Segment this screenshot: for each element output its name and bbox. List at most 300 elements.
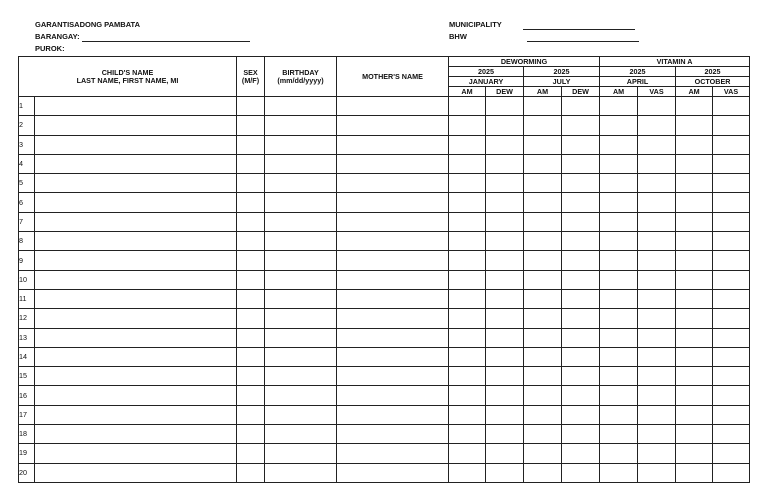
mother-name-cell[interactable] [337, 328, 449, 347]
deworming-jul-am-cell[interactable] [524, 367, 562, 386]
vitamin-a-oct-vas-cell[interactable] [713, 97, 750, 116]
vitamin-a-apr-am-cell[interactable] [600, 232, 638, 251]
sex-cell[interactable] [237, 425, 265, 444]
vitamin-a-apr-vas-cell[interactable] [638, 425, 676, 444]
vitamin-a-apr-am-cell[interactable] [600, 174, 638, 193]
deworming-jan-dew-cell[interactable] [486, 135, 524, 154]
deworming-jul-am-cell[interactable] [524, 154, 562, 173]
vitamin-a-oct-am-cell[interactable] [676, 347, 713, 366]
table-row [19, 193, 750, 212]
deworming-jul-dew-cell[interactable] [562, 116, 600, 135]
table-body [19, 97, 750, 483]
row-number: 17 [19, 405, 35, 424]
deworming-jul-dew-cell[interactable] [562, 425, 600, 444]
vitamin-a-oct-vas-cell[interactable] [713, 116, 750, 135]
deworming-jul-dew-cell[interactable] [562, 232, 600, 251]
row-number: 16 [19, 386, 35, 405]
table-row [19, 270, 750, 289]
deworming-jul-am-cell[interactable] [524, 116, 562, 135]
vitamin-a-oct-am-cell[interactable] [676, 289, 713, 308]
vitamin-a-oct-am-cell[interactable] [676, 463, 713, 482]
child-name-cell[interactable] [35, 463, 237, 482]
child-name-cell[interactable] [35, 193, 237, 212]
vitamin-a-month-april: APRIL [600, 77, 676, 87]
deworming-jul-dew-cell[interactable] [562, 193, 600, 212]
birthday-cell[interactable] [265, 309, 337, 328]
vitamin-a-apr-am-cell[interactable] [600, 425, 638, 444]
birthday-cell[interactable] [265, 135, 337, 154]
deworming-jan-am-cell[interactable] [449, 367, 486, 386]
deworming-jul-am-cell[interactable] [524, 251, 562, 270]
deworming-jul-dew-cell[interactable] [562, 347, 600, 366]
birthday-cell[interactable] [265, 174, 337, 193]
vitamin-a-apr-am-cell[interactable] [600, 405, 638, 424]
deworming-jul-am-cell[interactable] [524, 386, 562, 405]
vitamin-a-oct-am-cell[interactable] [676, 97, 713, 116]
row-number: 19 [19, 444, 35, 463]
row-number: 6 [19, 193, 35, 212]
sex-cell[interactable] [237, 289, 265, 308]
table-row [19, 135, 750, 154]
deworming-jan-dew-cell[interactable] [486, 193, 524, 212]
mother-name-cell[interactable] [337, 444, 449, 463]
deworming-jul-dew-cell[interactable] [562, 386, 600, 405]
birthday-cell[interactable] [265, 328, 337, 347]
row-number: 18 [19, 425, 35, 444]
child-name-cell[interactable] [35, 444, 237, 463]
deworming-jan-am-cell[interactable] [449, 425, 486, 444]
child-name-cell[interactable] [35, 116, 237, 135]
deworming-jan-am-cell[interactable] [449, 212, 486, 231]
subheader-dew: DEW [486, 87, 524, 97]
birthday-cell[interactable] [265, 386, 337, 405]
birthday-header: BIRTHDAY (mm/dd/yyyy) [265, 57, 337, 97]
bhw-field [449, 32, 639, 42]
child-name-cell[interactable] [35, 347, 237, 366]
child-name-cell[interactable] [35, 97, 237, 116]
mother-name-cell[interactable] [337, 193, 449, 212]
row-number: 10 [19, 270, 35, 289]
vitamin-a-apr-vas-cell[interactable] [638, 154, 676, 173]
birthday-cell[interactable] [265, 154, 337, 173]
child-name-cell[interactable] [35, 232, 237, 251]
sex-cell[interactable] [237, 174, 265, 193]
sex-cell[interactable] [237, 232, 265, 251]
vitamin-a-oct-vas-cell[interactable] [713, 174, 750, 193]
mother-name-cell[interactable] [337, 405, 449, 424]
deworming-jan-dew-cell[interactable] [486, 212, 524, 231]
deworming-jan-am-cell[interactable] [449, 444, 486, 463]
vitamin-a-apr-am-cell[interactable] [600, 386, 638, 405]
vitamin-a-apr-am-cell[interactable] [600, 309, 638, 328]
deworming-jul-am-cell[interactable] [524, 328, 562, 347]
sex-cell[interactable] [237, 386, 265, 405]
mother-name-cell[interactable] [337, 232, 449, 251]
vitamin-a-year-1: 2025 [600, 67, 676, 77]
table-row [19, 405, 750, 424]
vitamin-a-apr-am-cell[interactable] [600, 328, 638, 347]
subheader-am: AM [676, 87, 713, 97]
deworming-header: DEWORMING [449, 57, 600, 67]
row-number: 5 [19, 174, 35, 193]
sex-cell[interactable] [237, 116, 265, 135]
deworming-jan-dew-cell[interactable] [486, 444, 524, 463]
row-number: 13 [19, 328, 35, 347]
vitamin-a-apr-vas-cell[interactable] [638, 386, 676, 405]
vitamin-a-oct-am-cell[interactable] [676, 328, 713, 347]
vitamin-a-oct-vas-cell[interactable] [713, 212, 750, 231]
deworming-jul-am-cell[interactable] [524, 270, 562, 289]
sex-cell[interactable] [237, 328, 265, 347]
mother-name-cell[interactable] [337, 289, 449, 308]
subheader-am: AM [524, 87, 562, 97]
row-number: 15 [19, 367, 35, 386]
child-name-cell[interactable] [35, 270, 237, 289]
vitamin-a-month-october: OCTOBER [676, 77, 750, 87]
row-number: 11 [19, 289, 35, 308]
deworming-jul-dew-cell[interactable] [562, 463, 600, 482]
vitamin-a-oct-vas-cell[interactable] [713, 135, 750, 154]
deworming-jan-dew-cell[interactable] [486, 328, 524, 347]
child-name-cell[interactable] [35, 328, 237, 347]
sex-cell[interactable] [237, 405, 265, 424]
deworming-jan-am-cell[interactable] [449, 174, 486, 193]
row-number: 12 [19, 309, 35, 328]
vitamin-a-apr-vas-cell[interactable] [638, 193, 676, 212]
deworming-jul-am-cell[interactable] [524, 135, 562, 154]
deworming-jan-dew-cell[interactable] [486, 463, 524, 482]
deworming-jan-am-cell[interactable] [449, 135, 486, 154]
vitamin-a-apr-vas-cell[interactable] [638, 405, 676, 424]
child-name-cell[interactable] [35, 405, 237, 424]
deworming-jul-dew-cell[interactable] [562, 251, 600, 270]
deworming-jan-am-cell[interactable] [449, 97, 486, 116]
vitamin-a-apr-vas-cell[interactable] [638, 232, 676, 251]
deworming-jul-am-cell[interactable] [524, 405, 562, 424]
mother-name-cell[interactable] [337, 116, 449, 135]
deworming-jan-am-cell[interactable] [449, 270, 486, 289]
deworming-jan-am-cell[interactable] [449, 289, 486, 308]
deworming-jan-dew-cell[interactable] [486, 289, 524, 308]
vitamin-a-apr-vas-cell[interactable] [638, 212, 676, 231]
sex-cell[interactable] [237, 251, 265, 270]
birthday-cell[interactable] [265, 444, 337, 463]
vitamin-a-oct-vas-cell[interactable] [713, 270, 750, 289]
row-number: 3 [19, 135, 35, 154]
deworming-jul-am-cell[interactable] [524, 425, 562, 444]
deworming-jan-dew-cell[interactable] [486, 425, 524, 444]
deworming-jul-dew-cell[interactable] [562, 135, 600, 154]
deworming-jan-am-cell[interactable] [449, 347, 486, 366]
vitamin-a-oct-am-cell[interactable] [676, 270, 713, 289]
vitamin-a-oct-vas-cell[interactable] [713, 309, 750, 328]
vitamin-a-apr-vas-cell[interactable] [638, 270, 676, 289]
subheader-dew: DEW [562, 87, 600, 97]
vitamin-a-apr-vas-cell[interactable] [638, 444, 676, 463]
deworming-jan-dew-cell[interactable] [486, 347, 524, 366]
deworming-jan-am-cell[interactable] [449, 309, 486, 328]
vitamin-a-oct-vas-cell[interactable] [713, 232, 750, 251]
vitamin-a-apr-am-cell[interactable] [600, 270, 638, 289]
table-row [19, 251, 750, 270]
sex-cell[interactable] [237, 444, 265, 463]
row-number: 2 [19, 116, 35, 135]
mother-name-cell[interactable] [337, 97, 449, 116]
deworming-jul-dew-cell[interactable] [562, 154, 600, 173]
deworming-jan-dew-cell[interactable] [486, 251, 524, 270]
vitamin-a-oct-am-cell[interactable] [676, 154, 713, 173]
vitamin-a-apr-am-cell[interactable] [600, 251, 638, 270]
mother-name-cell[interactable] [337, 270, 449, 289]
sex-header: SEX (M/F) [237, 57, 265, 97]
vitamin-a-oct-am-cell[interactable] [676, 193, 713, 212]
deworming-jan-dew-cell[interactable] [486, 97, 524, 116]
deworming-jul-dew-cell[interactable] [562, 289, 600, 308]
child-name-cell[interactable] [35, 154, 237, 173]
child-name-cell[interactable] [35, 386, 237, 405]
barangay-field [35, 32, 250, 42]
row-number: 7 [19, 212, 35, 231]
vitamin-a-apr-am-cell[interactable] [600, 289, 638, 308]
vitamin-a-oct-am-cell[interactable] [676, 405, 713, 424]
table-row [19, 386, 750, 405]
deworming-jan-am-cell[interactable] [449, 154, 486, 173]
vitamin-a-apr-vas-cell[interactable] [638, 135, 676, 154]
subheader-vas: VAS [713, 87, 750, 97]
table-row [19, 328, 750, 347]
vitamin-a-apr-am-cell[interactable] [600, 193, 638, 212]
vitamin-a-apr-am-cell[interactable] [600, 347, 638, 366]
vitamin-a-oct-am-cell[interactable] [676, 135, 713, 154]
deworming-jul-am-cell[interactable] [524, 193, 562, 212]
deworming-jul-dew-cell[interactable] [562, 270, 600, 289]
vitamin-a-apr-am-cell[interactable] [600, 212, 638, 231]
birthday-cell[interactable] [265, 405, 337, 424]
vitamin-a-apr-am-cell[interactable] [600, 444, 638, 463]
table-row [19, 289, 750, 308]
subheader-vas: VAS [638, 87, 676, 97]
vitamin-a-apr-vas-cell[interactable] [638, 174, 676, 193]
vitamin-a-apr-vas-cell[interactable] [638, 251, 676, 270]
vitamin-a-oct-vas-cell[interactable] [713, 154, 750, 173]
table-row [19, 212, 750, 231]
birthday-cell[interactable] [265, 116, 337, 135]
birthday-cell[interactable] [265, 97, 337, 116]
child-name-cell[interactable] [35, 289, 237, 308]
child-name-cell[interactable] [35, 212, 237, 231]
sex-cell[interactable] [237, 309, 265, 328]
vitamin-a-oct-vas-cell[interactable] [713, 444, 750, 463]
mother-name-cell[interactable] [337, 251, 449, 270]
table-row [19, 116, 750, 135]
deworming-jan-dew-cell[interactable] [486, 232, 524, 251]
deworming-jan-dew-cell[interactable] [486, 405, 524, 424]
vitamin-a-apr-am-cell[interactable] [600, 154, 638, 173]
mother-name-cell[interactable] [337, 367, 449, 386]
deworming-jan-am-cell[interactable] [449, 116, 486, 135]
deworming-jan-am-cell[interactable] [449, 193, 486, 212]
deworming-jan-dew-cell[interactable] [486, 367, 524, 386]
deworming-jan-dew-cell[interactable] [486, 116, 524, 135]
vitamin-a-oct-am-cell[interactable] [676, 444, 713, 463]
row-number: 8 [19, 232, 35, 251]
vitamin-a-apr-vas-cell[interactable] [638, 289, 676, 308]
vitamin-a-apr-vas-cell[interactable] [638, 463, 676, 482]
mother-name-cell[interactable] [337, 425, 449, 444]
vitamin-a-apr-vas-cell[interactable] [638, 328, 676, 347]
mother-name-cell[interactable] [337, 212, 449, 231]
mother-name-cell[interactable] [337, 174, 449, 193]
deworming-jul-am-cell[interactable] [524, 174, 562, 193]
table-row [19, 347, 750, 366]
child-name-cell[interactable] [35, 251, 237, 270]
deworming-jan-dew-cell[interactable] [486, 309, 524, 328]
vitamin-a-oct-vas-cell[interactable] [713, 251, 750, 270]
bhw-input-line[interactable] [527, 41, 639, 42]
mother-name-cell[interactable] [337, 347, 449, 366]
vitamin-a-apr-am-cell[interactable] [600, 97, 638, 116]
program-title: GARANTISADONG PAMBATA [35, 20, 140, 29]
row-number: 4 [19, 154, 35, 173]
child-name-cell[interactable] [35, 425, 237, 444]
vitamin-a-apr-vas-cell[interactable] [638, 367, 676, 386]
deworming-jan-dew-cell[interactable] [486, 154, 524, 173]
birthday-cell[interactable] [265, 251, 337, 270]
birthday-cell[interactable] [265, 193, 337, 212]
deworming-jul-dew-cell[interactable] [562, 405, 600, 424]
vitamin-a-apr-am-cell[interactable] [600, 135, 638, 154]
vitamin-a-oct-am-cell[interactable] [676, 309, 713, 328]
mother-name-cell[interactable] [337, 309, 449, 328]
table-row [19, 154, 750, 173]
vitamin-a-oct-vas-cell[interactable] [713, 328, 750, 347]
deworming-jan-am-cell[interactable] [449, 251, 486, 270]
deworming-jul-am-cell[interactable] [524, 347, 562, 366]
mother-name-cell[interactable] [337, 135, 449, 154]
child-name-cell[interactable] [35, 135, 237, 154]
deworming-jul-dew-cell[interactable] [562, 97, 600, 116]
table-row [19, 425, 750, 444]
deworming-jan-am-cell[interactable] [449, 386, 486, 405]
deworming-jul-am-cell[interactable] [524, 232, 562, 251]
vitamin-a-oct-vas-cell[interactable] [713, 347, 750, 366]
vitamin-a-oct-am-cell[interactable] [676, 232, 713, 251]
vitamin-a-oct-am-cell[interactable] [676, 251, 713, 270]
vitamin-a-oct-am-cell[interactable] [676, 386, 713, 405]
table-row [19, 232, 750, 251]
vitamin-a-oct-vas-cell[interactable] [713, 425, 750, 444]
bhw-label: BHW [449, 32, 467, 41]
sex-cell[interactable] [237, 367, 265, 386]
deworming-jan-dew-cell[interactable] [486, 386, 524, 405]
barangay-label: BARANGAY: [35, 32, 80, 41]
sex-cell[interactable] [237, 270, 265, 289]
birthday-cell[interactable] [265, 270, 337, 289]
deworming-jul-am-cell[interactable] [524, 309, 562, 328]
vitamin-a-apr-am-cell[interactable] [600, 463, 638, 482]
deworming-jul-dew-cell[interactable] [562, 212, 600, 231]
birthday-cell[interactable] [265, 463, 337, 482]
deworming-jul-am-cell[interactable] [524, 444, 562, 463]
vitamin-a-apr-am-cell[interactable] [600, 367, 638, 386]
birthday-cell[interactable] [265, 212, 337, 231]
sex-cell[interactable] [237, 154, 265, 173]
birthday-cell[interactable] [265, 232, 337, 251]
deworming-jul-dew-cell[interactable] [562, 309, 600, 328]
deworming-jan-dew-cell[interactable] [486, 174, 524, 193]
vitamin-a-oct-vas-cell[interactable] [713, 463, 750, 482]
child-name-cell[interactable] [35, 309, 237, 328]
sex-cell[interactable] [237, 97, 265, 116]
vitamin-a-oct-am-cell[interactable] [676, 367, 713, 386]
municipality-input-line[interactable] [523, 29, 635, 30]
vitamin-a-oct-vas-cell[interactable] [713, 193, 750, 212]
vitamin-a-oct-vas-cell[interactable] [713, 405, 750, 424]
birthday-cell[interactable] [265, 425, 337, 444]
table-row [19, 174, 750, 193]
vitamin-a-apr-vas-cell[interactable] [638, 347, 676, 366]
vitamin-a-oct-am-cell[interactable] [676, 174, 713, 193]
vitamin-a-oct-am-cell[interactable] [676, 116, 713, 135]
table-row [19, 463, 750, 482]
vitamin-a-oct-vas-cell[interactable] [713, 289, 750, 308]
deworming-jul-dew-cell[interactable] [562, 444, 600, 463]
deworming-jul-dew-cell[interactable] [562, 367, 600, 386]
table-row [19, 444, 750, 463]
deworming-jul-am-cell[interactable] [524, 97, 562, 116]
vitamin-a-oct-am-cell[interactable] [676, 425, 713, 444]
child-name-cell[interactable] [35, 174, 237, 193]
birthday-cell[interactable] [265, 347, 337, 366]
deworming-year-1: 2025 [449, 67, 524, 77]
mother-name-cell[interactable] [337, 386, 449, 405]
deworming-jan-am-cell[interactable] [449, 232, 486, 251]
vitamin-a-oct-vas-cell[interactable] [713, 386, 750, 405]
sex-cell[interactable] [237, 212, 265, 231]
deworming-jan-am-cell[interactable] [449, 328, 486, 347]
sex-cell[interactable] [237, 135, 265, 154]
deworming-month-january: JANUARY [449, 77, 524, 87]
birthday-cell[interactable] [265, 289, 337, 308]
deworming-jul-dew-cell[interactable] [562, 174, 600, 193]
subheader-am: AM [449, 87, 486, 97]
deworming-jul-am-cell[interactable] [524, 289, 562, 308]
municipality-field [449, 20, 635, 30]
mother-name-cell[interactable] [337, 154, 449, 173]
barangay-input-line[interactable] [82, 41, 250, 42]
purok-label: PUROK: [35, 44, 65, 53]
vitamin-a-oct-am-cell[interactable] [676, 212, 713, 231]
child-name-cell[interactable] [35, 367, 237, 386]
vitamin-a-oct-vas-cell[interactable] [713, 367, 750, 386]
deworming-jul-dew-cell[interactable] [562, 328, 600, 347]
vitamin-a-apr-vas-cell[interactable] [638, 97, 676, 116]
sex-cell[interactable] [237, 347, 265, 366]
deworming-jan-am-cell[interactable] [449, 463, 486, 482]
deworming-jan-am-cell[interactable] [449, 405, 486, 424]
vitamin-a-apr-am-cell[interactable] [600, 116, 638, 135]
mother-name-cell[interactable] [337, 463, 449, 482]
vitamin-a-apr-vas-cell[interactable] [638, 116, 676, 135]
sex-cell[interactable] [237, 463, 265, 482]
vitamin-a-apr-vas-cell[interactable] [638, 309, 676, 328]
sex-cell[interactable] [237, 193, 265, 212]
deworming-jul-am-cell[interactable] [524, 212, 562, 231]
deworming-jan-dew-cell[interactable] [486, 270, 524, 289]
deworming-jul-am-cell[interactable] [524, 463, 562, 482]
childs-name-header: CHILD'S NAME LAST NAME, FIRST NAME, MI [19, 57, 237, 97]
birthday-cell[interactable] [265, 367, 337, 386]
